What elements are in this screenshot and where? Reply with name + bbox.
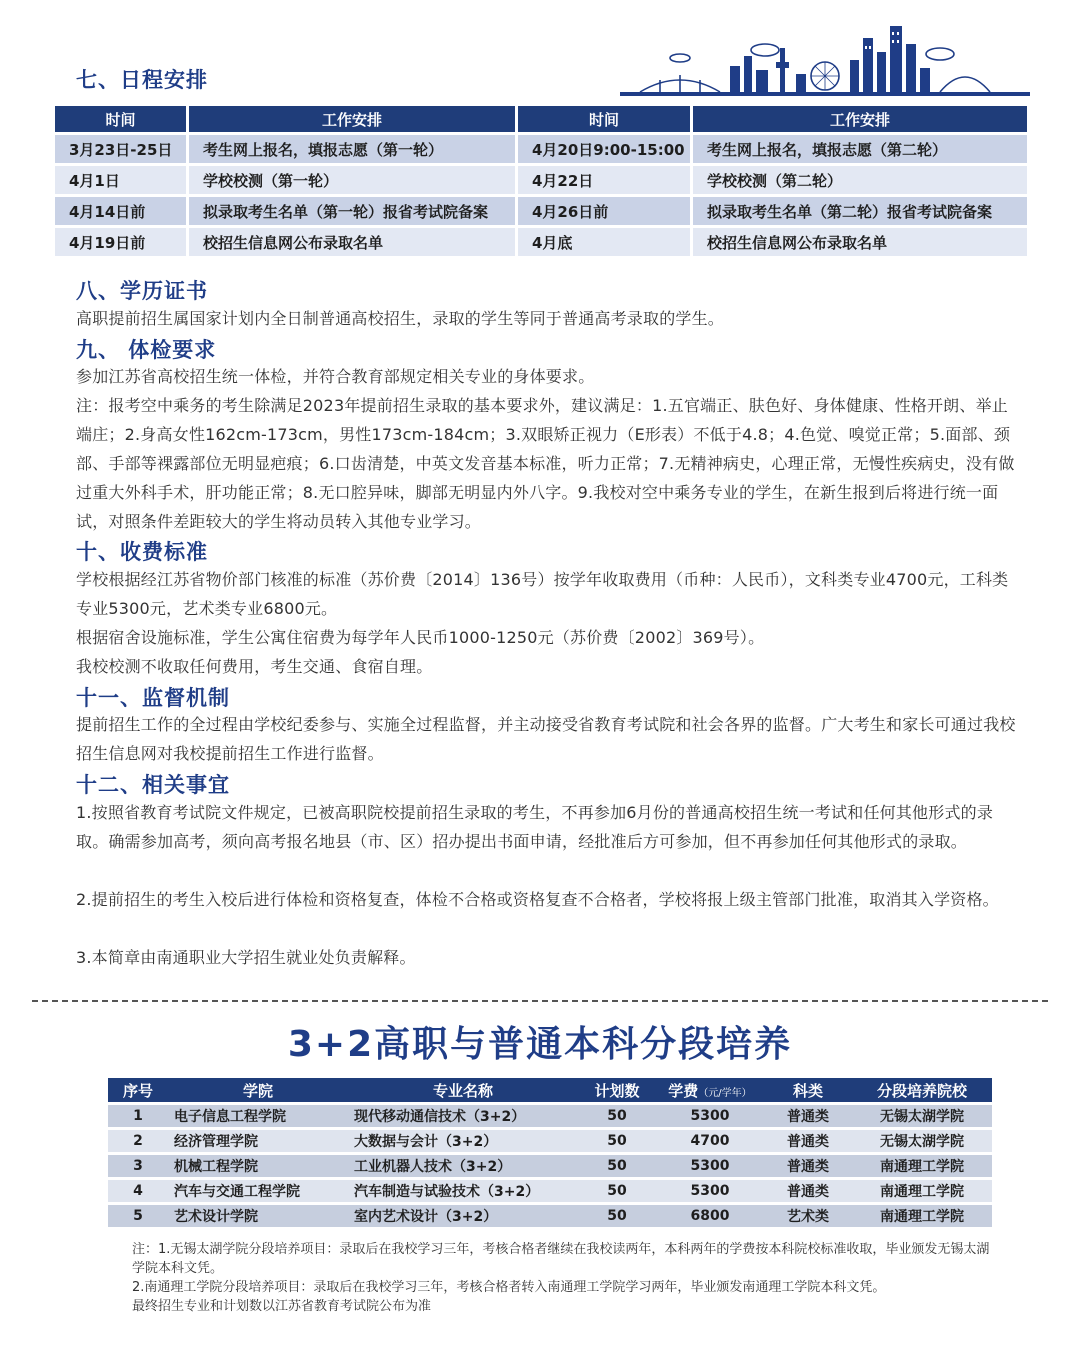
cell-tuition: 4700 xyxy=(656,1130,764,1152)
cell-work: 学校校测（第二轮） xyxy=(693,166,1027,194)
section-title-schedule: 七、日程安排 xyxy=(76,68,208,92)
header-time: 时间 xyxy=(55,106,186,132)
cell-work: 考生网上报名，填报志愿（第二轮） xyxy=(693,135,1027,163)
cell-tuition: 6800 xyxy=(656,1205,764,1227)
header-tuition-label: 学费 xyxy=(668,1081,699,1100)
cell-index: 4 xyxy=(108,1180,168,1202)
paragraph: 高职提前招生属国家计划内全日制普通高校招生，录取的学生等同于普通高考录取的学生。 xyxy=(76,309,725,328)
cell-index: 1 xyxy=(108,1105,168,1127)
header-major: 专业名称 xyxy=(348,1078,578,1102)
cell-time: 4月20日9:00-15:00 xyxy=(518,135,690,163)
header-category: 科类 xyxy=(764,1078,852,1102)
cell-category: 普通类 xyxy=(764,1130,852,1152)
cell-time: 4月19日前 xyxy=(55,228,186,256)
table-row xyxy=(108,1205,992,1227)
header-index: 序号 xyxy=(108,1078,168,1102)
cell-plan: 50 xyxy=(578,1155,656,1177)
paragraph: 1.按照省教育考试院文件规定，已被高职院校提前招生录取的考生，不再参加6月份的普通高校招生统一考试和任何其他形式的录取。确需参加高考，须向高考报名地县（市、区）招办提出书面申请，经批准后方可参加，但不再参加任何其他形式的录取。 xyxy=(76,803,994,851)
section-title-related-matters: 十二、相关事宜 xyxy=(76,773,230,797)
cell-major: 大数据与会计（3+2） xyxy=(348,1130,578,1152)
cell-category: 艺术类 xyxy=(764,1205,852,1227)
paragraph: 3.本简章由南通职业大学招生就业处负责解释。 xyxy=(76,948,416,967)
schedule-table xyxy=(52,103,1030,259)
cell-major: 汽车制造与试验技术（3+2） xyxy=(348,1180,578,1202)
table-row xyxy=(55,197,1027,225)
header-college: 学院 xyxy=(168,1078,348,1102)
header-work: 工作安排 xyxy=(189,106,515,132)
cell-college: 电子信息工程学院 xyxy=(168,1105,348,1127)
table-row xyxy=(55,135,1027,163)
cell-index: 5 xyxy=(108,1205,168,1227)
table-row xyxy=(108,1180,992,1202)
cell-index: 3 xyxy=(108,1155,168,1177)
section-title-fees: 十、收费标准 xyxy=(76,540,208,564)
cell-plan: 50 xyxy=(578,1205,656,1227)
cell-plan: 50 xyxy=(578,1130,656,1152)
dashed-divider xyxy=(32,1000,1048,1002)
header-tuition xyxy=(656,1078,764,1102)
cell-category: 普通类 xyxy=(764,1155,852,1177)
cell-work: 考生网上报名，填报志愿（第一轮） xyxy=(189,135,515,163)
paragraph: 2.提前招生的考生入校后进行体检和资格复查，体检不合格或资格复查不合格者，学校将报上级主管部门批准，取消其入学资格。 xyxy=(76,890,999,909)
city-skyline-illustration xyxy=(620,18,1030,98)
table-row xyxy=(108,1105,992,1127)
cell-major: 工业机器人技术（3+2） xyxy=(348,1155,578,1177)
program-header-row xyxy=(108,1078,992,1102)
section-title-diploma: 八、学历证书 xyxy=(76,279,208,303)
cell-category: 普通类 xyxy=(764,1180,852,1202)
table-row xyxy=(108,1155,992,1177)
cell-partner-school: 南通理工学院 xyxy=(852,1155,992,1177)
cell-college: 汽车与交通工程学院 xyxy=(168,1180,348,1202)
cell-time: 4月26日前 xyxy=(518,197,690,225)
cell-index: 2 xyxy=(108,1130,168,1152)
header-work: 工作安排 xyxy=(693,106,1027,132)
cell-time: 4月底 xyxy=(518,228,690,256)
cell-partner-school: 南通理工学院 xyxy=(852,1180,992,1202)
header-plan: 计划数 xyxy=(578,1078,656,1102)
cell-partner-school: 无锡太湖学院 xyxy=(852,1105,992,1127)
program-title: 3+2高职与普通本科分段培养 xyxy=(287,1024,793,1065)
cell-time: 3月23日-25日 xyxy=(55,135,186,163)
cell-college: 机械工程学院 xyxy=(168,1155,348,1177)
cell-tuition: 5300 xyxy=(656,1105,764,1127)
cell-work: 拟录取考生名单（第二轮）报省考试院备案 xyxy=(693,197,1027,225)
paragraph: 我校校测不收取任何费用，考生交通、食宿自理。 xyxy=(76,657,433,676)
cell-work: 拟录取考生名单（第一轮）报省考试院备案 xyxy=(189,197,515,225)
cell-plan: 50 xyxy=(578,1180,656,1202)
paragraph: 根据宿舍设施标准，学生公寓住宿费为每学年人民币1000-1250元（苏价费〔2002〕369号）。 xyxy=(76,628,765,647)
program-notes xyxy=(132,1240,992,1316)
cell-major: 现代移动通信技术（3+2） xyxy=(348,1105,578,1127)
cell-time: 4月1日 xyxy=(55,166,186,194)
table-row xyxy=(55,166,1027,194)
table-row xyxy=(108,1130,992,1152)
cell-college: 经济管理学院 xyxy=(168,1130,348,1152)
note-1: 注：1.无锡太湖学院分段培养项目：录取后在我校学习三年，考核合格者继续在我校读两年，本科两年的学费按本科院校标准收取，毕业颁发无锡太湖学院本科文凭。 xyxy=(132,1242,990,1276)
program-table xyxy=(108,1075,992,1230)
header-tuition-unit: （元/学年） xyxy=(698,1087,752,1099)
note-2: 2.南通理工学院分段培养项目：录取后在我校学习三年，考核合格者转入南通理工学院学习两年，毕业颁发南通理工学院本科文凭。 xyxy=(132,1280,886,1295)
cell-work: 校招生信息网公布录取名单 xyxy=(693,228,1027,256)
cell-time: 4月22日 xyxy=(518,166,690,194)
cell-college: 艺术设计学院 xyxy=(168,1205,348,1227)
cell-partner-school: 无锡太湖学院 xyxy=(852,1130,992,1152)
cell-partner-school: 南通理工学院 xyxy=(852,1205,992,1227)
paragraph-note: 注：报考空中乘务的考生除满足2023年提前招生录取的基本要求外，建议满足：1.五官端正、肤色好、身体健康、性格开朗、举止端庄；2.身高女性162cm-173cm，男性173cm-184cm；3.双眼矫正视力（E形表）不低于4.8；4.色觉、嗅觉正常；5.面部、颈部、手部等裸露部位无明显疤痕；6.口齿清楚，中英文发音基本标准，听力正常；7.无精神病史，心理正常，无慢性疾病史，没有做过重大外科手术，肝功能正常；8.无口腔异味，脚部无明显内外八字。9.我校对空中乘务专业的学生，在新生报到后将进行统一面试，对照条件差距较大的学生将动员转入其他专业学习。 xyxy=(76,396,1015,531)
paragraph: 学校根据经江苏省物价部门核准的标准（苏价费〔2014〕136号）按学年收取费用（币种：人民币），文科类专业4700元，工科类专业5300元，艺术类专业6800元。 xyxy=(76,570,1009,618)
cell-tuition: 5300 xyxy=(656,1155,764,1177)
section-title-physical-exam: 九、 体检要求 xyxy=(76,338,217,362)
cell-major: 室内艺术设计（3+2） xyxy=(348,1205,578,1227)
cell-category: 普通类 xyxy=(764,1105,852,1127)
cell-tuition: 5300 xyxy=(656,1180,764,1202)
table-row xyxy=(55,228,1027,256)
note-3: 最终招生专业和计划数以江苏省教育考试院公布为准 xyxy=(132,1299,432,1314)
schedule-header-row xyxy=(55,106,1027,132)
cell-plan: 50 xyxy=(578,1105,656,1127)
header-time: 时间 xyxy=(518,106,690,132)
cell-time: 4月14日前 xyxy=(55,197,186,225)
header-partner-school: 分段培养院校 xyxy=(852,1078,992,1102)
cell-work: 校招生信息网公布录取名单 xyxy=(189,228,515,256)
paragraph: 提前招生工作的全过程由学校纪委参与、实施全过程监督，并主动接受省教育考试院和社会各界的监督。广大考生和家长可通过我校招生信息网对我校提前招生工作进行监督。 xyxy=(76,715,1016,763)
cell-work: 学校校测（第一轮） xyxy=(189,166,515,194)
section-title-supervision: 十一、监督机制 xyxy=(76,686,230,710)
paragraph: 参加江苏省高校招生统一体检，并符合教育部规定相关专业的身体要求。 xyxy=(76,367,595,386)
